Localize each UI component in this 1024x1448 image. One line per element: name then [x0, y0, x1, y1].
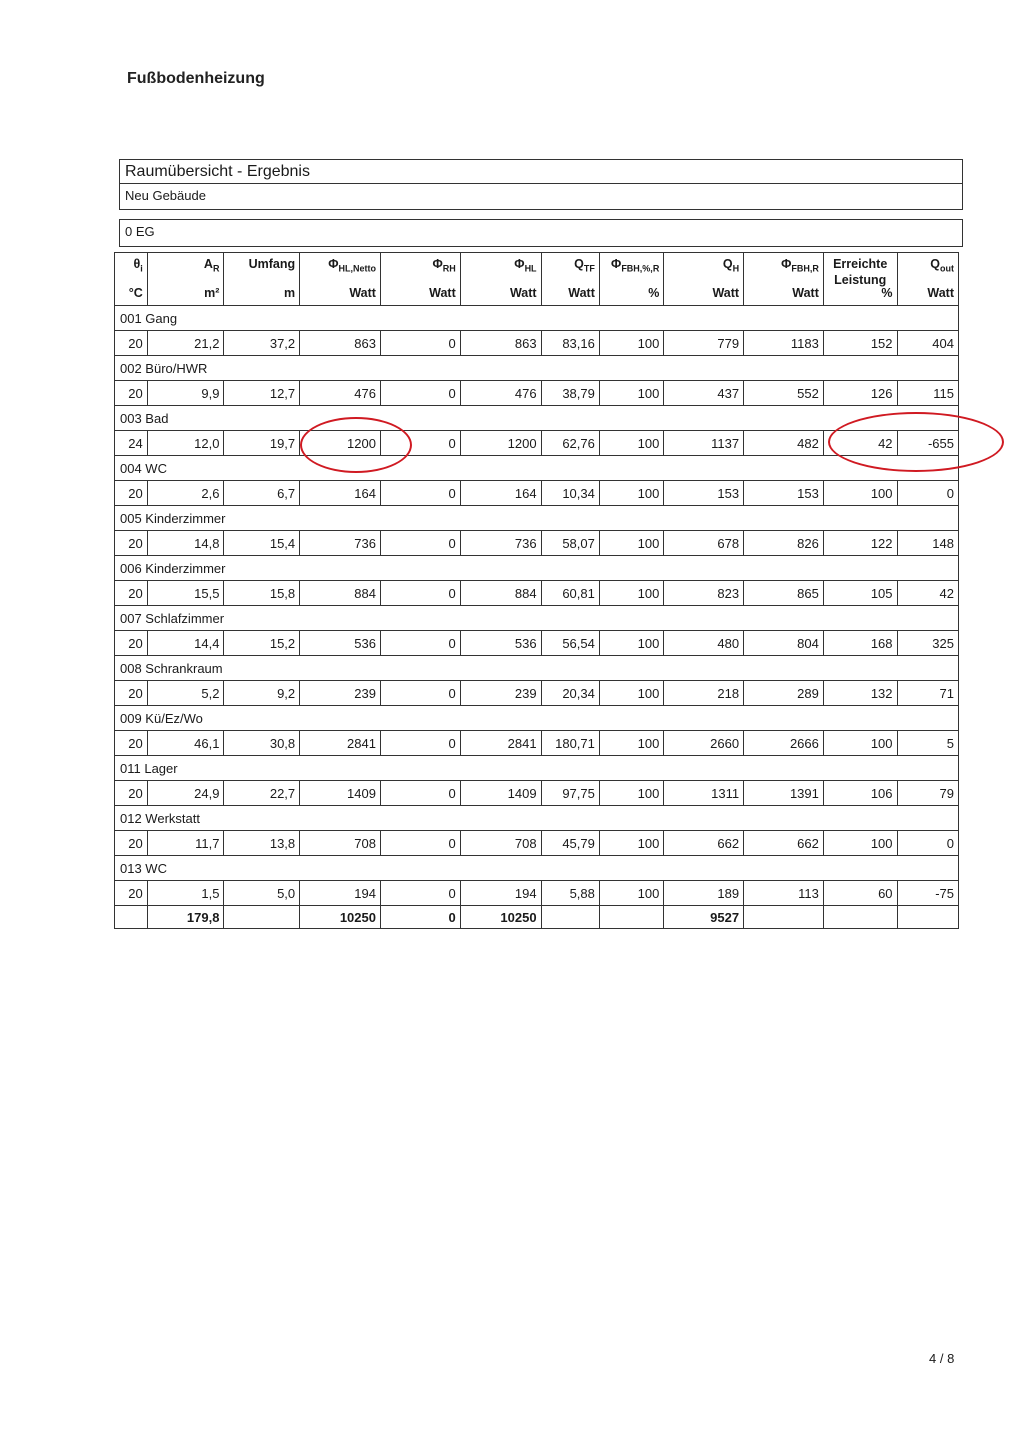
value-cell: 100: [599, 481, 663, 506]
value-cell: 325: [897, 631, 958, 656]
value-cell: 100: [599, 781, 663, 806]
column-symbol-text: Φ: [611, 257, 622, 271]
value-cell: 100: [599, 881, 663, 906]
value-cell: 476: [460, 381, 541, 406]
column-unit: m: [284, 286, 296, 300]
value-cell: 0: [380, 731, 460, 756]
column-symbol: [828, 253, 893, 286]
value-cell: 804: [744, 631, 824, 656]
title-divider: [120, 183, 962, 184]
column-unit: °C: [128, 286, 143, 300]
value-cell: 2841: [460, 731, 541, 756]
room-values-row: [115, 631, 959, 656]
column-unit: %: [648, 286, 660, 300]
value-cell: 100: [599, 831, 663, 856]
room-name: 007 Schlafzimmer: [115, 606, 959, 631]
value-cell: 20: [115, 831, 148, 856]
column-subscript: out: [940, 263, 954, 274]
highlight-circle-netto-1200: [300, 417, 412, 473]
value-cell: 884: [300, 581, 381, 606]
value-cell: 20: [115, 881, 148, 906]
value-cell: 56,54: [541, 631, 599, 656]
value-cell: 15,2: [224, 631, 300, 656]
room-name-row: [115, 556, 959, 581]
value-cell: 6,7: [224, 481, 300, 506]
value-cell: 10,34: [541, 481, 599, 506]
value-cell: 0: [897, 481, 958, 506]
value-cell: 100: [823, 481, 897, 506]
value-cell: 152: [823, 331, 897, 356]
value-cell: 1200: [460, 431, 541, 456]
value-cell: 5,88: [541, 881, 599, 906]
value-cell: 9,9: [147, 381, 224, 406]
page-number: 4 / 8: [929, 1351, 955, 1366]
value-cell: 736: [300, 531, 381, 556]
room-name-row: [115, 656, 959, 681]
column-subscript: HL: [524, 263, 537, 274]
value-cell: 42: [823, 431, 897, 456]
value-cell: 20: [115, 381, 148, 406]
column-header: [300, 253, 381, 306]
value-cell: 404: [897, 331, 958, 356]
page-heading: Fußbodenheizung: [127, 70, 265, 87]
column-subscript: R: [212, 263, 220, 274]
column-subscript: FBH,R: [791, 263, 819, 274]
room-values-row: [115, 881, 959, 906]
value-cell: 5,2: [147, 681, 224, 706]
value-cell: 0: [380, 681, 460, 706]
value-cell: 2666: [744, 731, 824, 756]
value-cell: 9,2: [224, 681, 300, 706]
value-cell: 15,8: [224, 581, 300, 606]
room-name: 012 Werkstatt: [115, 806, 959, 831]
room-name-row: [115, 356, 959, 381]
value-cell: 552: [744, 381, 824, 406]
value-cell: 884: [460, 581, 541, 606]
room-name: 013 WC: [115, 856, 959, 881]
column-header: [744, 253, 824, 306]
value-cell: 180,71: [541, 731, 599, 756]
column-subscript: FBH,%,R: [621, 263, 660, 274]
total-cell: [823, 906, 897, 929]
overview-title: Raumübersicht - Ergebnis: [125, 163, 310, 180]
value-cell: 42: [897, 581, 958, 606]
value-cell: 189: [664, 881, 744, 906]
value-cell: 105: [823, 581, 897, 606]
value-cell: 863: [460, 331, 541, 356]
room-values-row: [115, 581, 959, 606]
value-cell: 218: [664, 681, 744, 706]
value-cell: 1409: [300, 781, 381, 806]
value-cell: 100: [599, 381, 663, 406]
value-cell: 62,76: [541, 431, 599, 456]
total-cell: 10250: [300, 906, 381, 929]
room-values-row: [115, 381, 959, 406]
room-name-row: [115, 806, 959, 831]
column-header: [897, 253, 958, 306]
room-values-row: [115, 331, 959, 356]
total-cell: 9527: [664, 906, 744, 929]
value-cell: 826: [744, 531, 824, 556]
column-symbol: [604, 253, 659, 286]
value-cell: 289: [744, 681, 824, 706]
value-cell: 476: [300, 381, 381, 406]
value-cell: 0: [380, 631, 460, 656]
column-symbol-text: Q: [722, 257, 733, 271]
value-cell: 0: [380, 431, 460, 456]
value-cell: 20: [115, 581, 148, 606]
value-cell: -75: [897, 881, 958, 906]
results-table: [114, 252, 959, 929]
column-unit: Watt: [927, 286, 954, 300]
value-cell: 126: [823, 381, 897, 406]
value-cell: 100: [599, 631, 663, 656]
value-cell: 536: [300, 631, 381, 656]
value-cell: 100: [599, 681, 663, 706]
value-cell: 15,4: [224, 531, 300, 556]
room-values-row: [115, 681, 959, 706]
value-cell: 106: [823, 781, 897, 806]
column-header: [599, 253, 663, 306]
value-cell: 100: [599, 731, 663, 756]
value-cell: 20,34: [541, 681, 599, 706]
value-cell: 662: [744, 831, 824, 856]
column-unit: Watt: [349, 286, 376, 300]
column-symbol: [902, 253, 954, 286]
value-cell: 71: [897, 681, 958, 706]
column-header: [115, 253, 148, 306]
room-name: 008 Schrankraum: [115, 656, 959, 681]
room-name-row: [115, 756, 959, 781]
total-cell: [897, 906, 958, 929]
column-header: [823, 253, 897, 306]
room-name: 011 Lager: [115, 756, 959, 781]
value-cell: 536: [460, 631, 541, 656]
value-cell: 60: [823, 881, 897, 906]
value-cell: 20: [115, 531, 148, 556]
value-cell: 20: [115, 781, 148, 806]
total-cell: [599, 906, 663, 929]
value-cell: 38,79: [541, 381, 599, 406]
value-cell: 662: [664, 831, 744, 856]
header-row: [115, 253, 959, 306]
column-unit: Watt: [792, 286, 819, 300]
value-cell: 2,6: [147, 481, 224, 506]
floor-label: 0 EG: [125, 224, 155, 239]
column-symbol: [385, 253, 456, 286]
value-cell: 0: [380, 381, 460, 406]
value-cell: 113: [744, 881, 824, 906]
room-name: 004 WC: [115, 456, 959, 481]
value-cell: 865: [744, 581, 824, 606]
room-values-row: [115, 831, 959, 856]
value-cell: 148: [897, 531, 958, 556]
value-cell: 482: [744, 431, 824, 456]
column-symbol-text: Q: [930, 257, 940, 271]
value-cell: 678: [664, 531, 744, 556]
value-cell: 0: [380, 581, 460, 606]
column-header: [460, 253, 541, 306]
room-name-row: [115, 706, 959, 731]
room-name-row: [115, 406, 959, 431]
value-cell: 194: [460, 881, 541, 906]
column-symbol-text: Erreichte Leistung: [833, 257, 888, 287]
value-cell: 37,2: [224, 331, 300, 356]
value-cell: 14,4: [147, 631, 224, 656]
value-cell: 13,8: [224, 831, 300, 856]
value-cell: 24,9: [147, 781, 224, 806]
value-cell: 45,79: [541, 831, 599, 856]
value-cell: 100: [599, 531, 663, 556]
value-cell: 100: [599, 431, 663, 456]
value-cell: 164: [460, 481, 541, 506]
total-cell: [744, 906, 824, 929]
value-cell: 58,07: [541, 531, 599, 556]
highlight-circle-leistung-qout: [828, 412, 1004, 472]
column-symbol: [465, 253, 537, 286]
value-cell: 24: [115, 431, 148, 456]
value-cell: 0: [380, 481, 460, 506]
value-cell: 100: [599, 331, 663, 356]
column-unit: Watt: [429, 286, 456, 300]
column-symbol: [228, 253, 295, 286]
room-values-row: [115, 731, 959, 756]
value-cell: 153: [664, 481, 744, 506]
total-cell: [541, 906, 599, 929]
column-header: [380, 253, 460, 306]
column-symbol: [152, 253, 220, 286]
value-cell: 0: [897, 831, 958, 856]
value-cell: 100: [599, 581, 663, 606]
value-cell: 46,1: [147, 731, 224, 756]
value-cell: 239: [460, 681, 541, 706]
value-cell: 15,5: [147, 581, 224, 606]
value-cell: 22,7: [224, 781, 300, 806]
value-cell: 480: [664, 631, 744, 656]
value-cell: 1183: [744, 331, 824, 356]
value-cell: 708: [460, 831, 541, 856]
column-symbol-text: θ: [133, 257, 141, 271]
value-cell: 437: [664, 381, 744, 406]
column-symbol-text: Q: [574, 257, 584, 271]
value-cell: 1311: [664, 781, 744, 806]
column-unit: %: [881, 286, 893, 300]
value-cell: 0: [380, 831, 460, 856]
room-name-row: [115, 456, 959, 481]
column-header: [541, 253, 599, 306]
room-name: 005 Kinderzimmer: [115, 506, 959, 531]
column-symbol: [668, 253, 739, 286]
overview-title-box: [119, 159, 963, 210]
column-subscript: H: [732, 263, 740, 274]
value-cell: 115: [897, 381, 958, 406]
total-cell: [224, 906, 300, 929]
value-cell: 5: [897, 731, 958, 756]
total-cell: 0: [380, 906, 460, 929]
value-cell: 100: [823, 831, 897, 856]
room-values-row: [115, 481, 959, 506]
room-values-row: [115, 781, 959, 806]
value-cell: 0: [380, 881, 460, 906]
value-cell: 2660: [664, 731, 744, 756]
column-subscript: i: [140, 263, 143, 274]
room-name: 001 Gang: [115, 306, 959, 331]
room-name: 003 Bad: [115, 406, 959, 431]
column-symbol: [119, 253, 143, 286]
column-header: [224, 253, 300, 306]
column-symbol-text: Φ: [781, 257, 792, 271]
value-cell: 0: [380, 531, 460, 556]
column-symbol-text: A: [203, 257, 213, 271]
column-header: [664, 253, 744, 306]
column-subscript: TF: [583, 263, 595, 274]
value-cell: 30,8: [224, 731, 300, 756]
column-symbol: [546, 253, 595, 286]
value-cell: 823: [664, 581, 744, 606]
value-cell: 164: [300, 481, 381, 506]
column-symbol-text: Φ: [432, 257, 443, 271]
value-cell: 19,7: [224, 431, 300, 456]
value-cell: 60,81: [541, 581, 599, 606]
value-cell: 79: [897, 781, 958, 806]
column-unit: Watt: [568, 286, 595, 300]
value-cell: 20: [115, 731, 148, 756]
value-cell: 122: [823, 531, 897, 556]
value-cell: 12,7: [224, 381, 300, 406]
column-subscript: RH: [442, 263, 456, 274]
room-name-row: [115, 606, 959, 631]
building-name: Neu Gebäude: [125, 188, 206, 203]
value-cell: 863: [300, 331, 381, 356]
value-cell: 239: [300, 681, 381, 706]
value-cell: 20: [115, 631, 148, 656]
room-name-row: [115, 306, 959, 331]
value-cell: 11,7: [147, 831, 224, 856]
value-cell: 736: [460, 531, 541, 556]
value-cell: 97,75: [541, 781, 599, 806]
value-cell: 132: [823, 681, 897, 706]
value-cell: 0: [380, 331, 460, 356]
value-cell: 100: [823, 731, 897, 756]
total-cell: 179,8: [147, 906, 224, 929]
value-cell: 1200: [300, 431, 381, 456]
value-cell: 21,2: [147, 331, 224, 356]
value-cell: 1137: [664, 431, 744, 456]
room-name-row: [115, 506, 959, 531]
value-cell: 779: [664, 331, 744, 356]
value-cell: 0: [380, 781, 460, 806]
value-cell: 83,16: [541, 331, 599, 356]
value-cell: 5,0: [224, 881, 300, 906]
value-cell: 1,5: [147, 881, 224, 906]
column-unit: Watt: [712, 286, 740, 300]
column-symbol: [748, 253, 819, 286]
value-cell: 20: [115, 481, 148, 506]
total-cell: 10250: [460, 906, 541, 929]
column-unit: Watt: [509, 286, 537, 300]
column-symbol-text: Φ: [514, 257, 525, 271]
room-name-row: [115, 856, 959, 881]
column-symbol-text: Φ: [328, 257, 339, 271]
value-cell: 20: [115, 331, 148, 356]
totals-row: [115, 906, 959, 929]
value-cell: 194: [300, 881, 381, 906]
room-name: 006 Kinderzimmer: [115, 556, 959, 581]
value-cell: 153: [744, 481, 824, 506]
total-cell: [115, 906, 148, 929]
column-unit: m²: [204, 286, 220, 300]
column-symbol-text: Umfang: [248, 257, 296, 271]
floor-box: [119, 219, 963, 247]
room-name: 002 Büro/HWR: [115, 356, 959, 381]
column-header: [147, 253, 224, 306]
value-cell: 14,8: [147, 531, 224, 556]
room-values-row: [115, 531, 959, 556]
value-cell: 168: [823, 631, 897, 656]
value-cell: 2841: [300, 731, 381, 756]
value-cell: 708: [300, 831, 381, 856]
value-cell: -655: [897, 431, 958, 456]
value-cell: 1409: [460, 781, 541, 806]
value-cell: 1391: [744, 781, 824, 806]
value-cell: 12,0: [147, 431, 224, 456]
value-cell: 20: [115, 681, 148, 706]
column-subscript: HL,Netto: [338, 263, 376, 274]
column-symbol: [304, 253, 376, 286]
room-name: 009 Kü/Ez/Wo: [115, 706, 959, 731]
